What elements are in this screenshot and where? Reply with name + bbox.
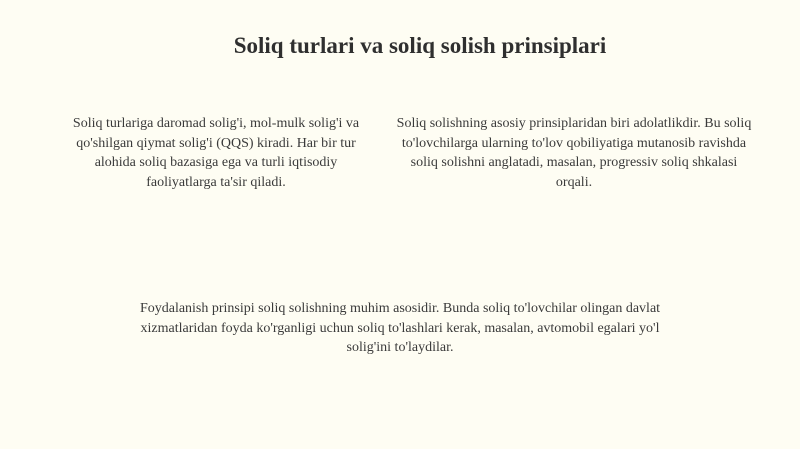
paragraph-fairness-principle: Soliq solishning asosiy prinsiplaridan biri adolatlikdir. Bu soliq to'lovchilarga ularning to'lov qobiliyatiga mutanosib ravishda soliq solishni anglatadi, masalan, progressiv soliq shkalasi orqali. bbox=[396, 116, 752, 190]
paragraph-tax-types: Soliq turlariga daromad solig'i, mol-mulk solig'i va qo'shilgan qiymat solig'i (QQS) kiradi. Har bir tur alohida soliq bazasiga ega va turli iqtisodiy faoliyatlarga ta'sir qiladi. bbox=[72, 116, 360, 190]
slide-title: Soliq turlari va soliq solish prinsiplari bbox=[233, 33, 607, 58]
paragraph-benefit-principle: Foydalanish prinsipi soliq solishning muhim asosidir. Bunda soliq to'lovchilar olingan davlat xizmatlaridan foyda ko'rganligi uchun soliq to'lashlari kerak, masalan, avtomobil egalari yo'l solig'ini to'laydilar. bbox=[139, 301, 661, 355]
